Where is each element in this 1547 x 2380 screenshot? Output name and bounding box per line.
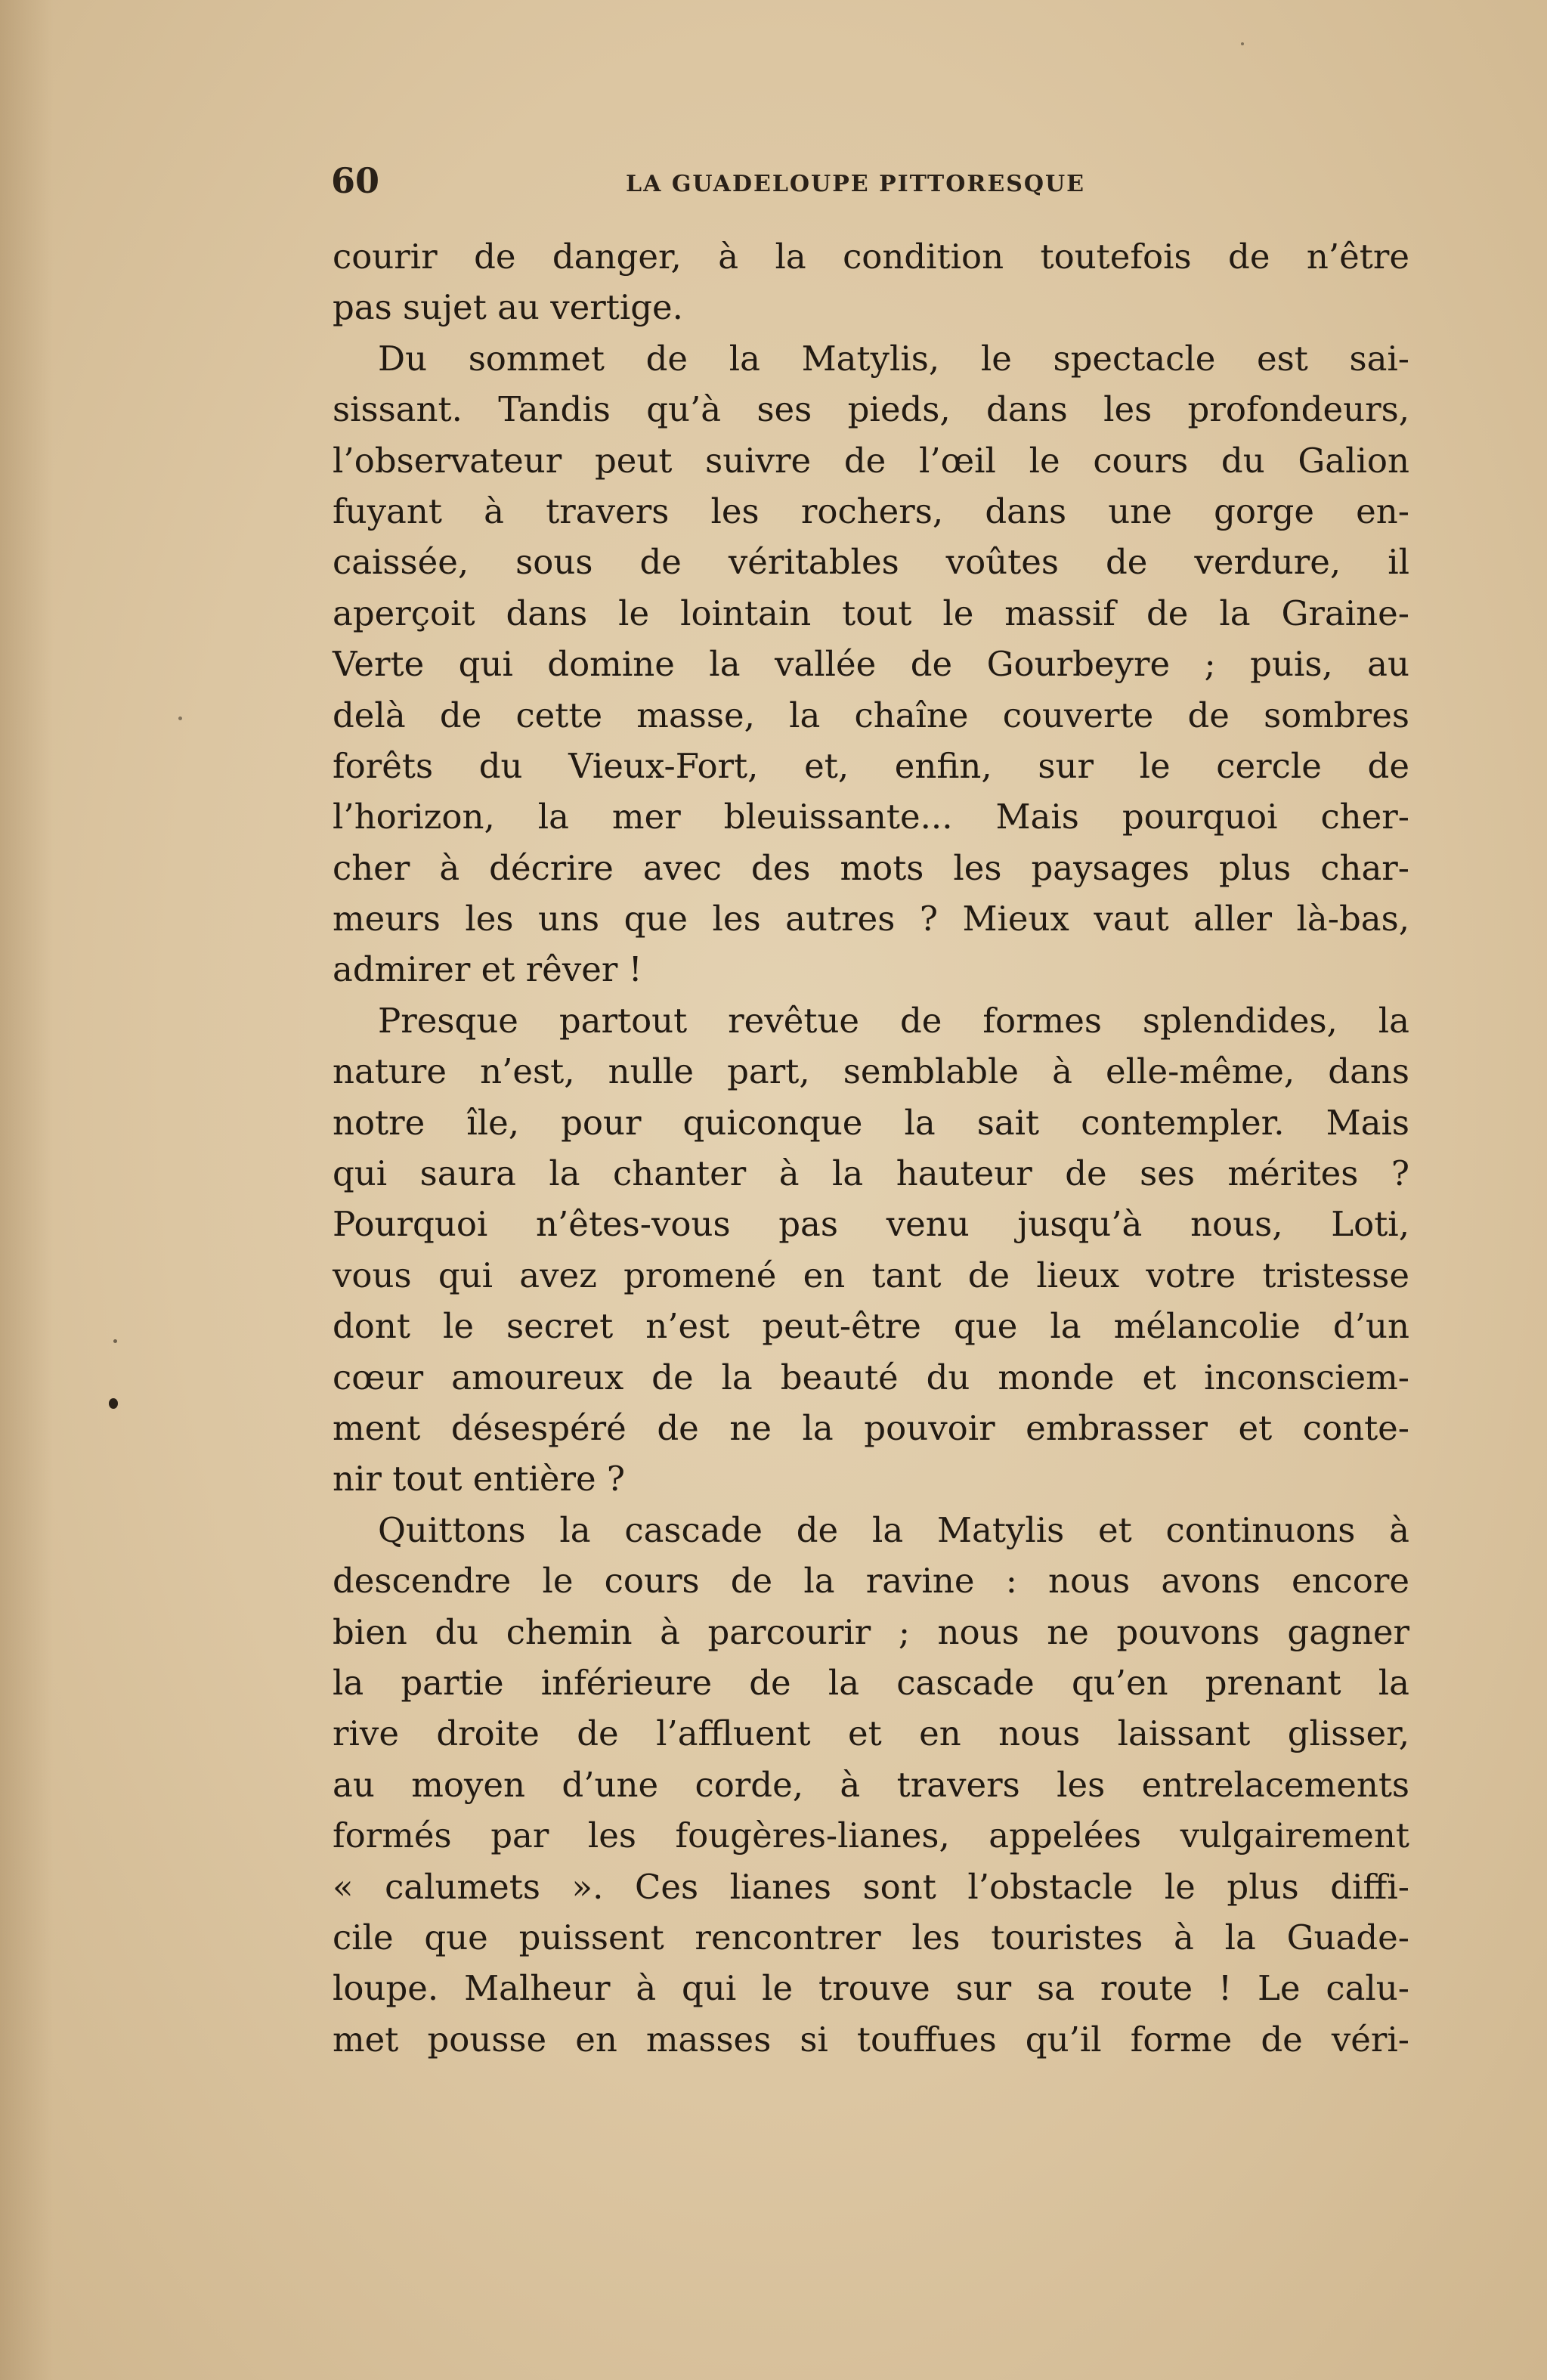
paper-speck bbox=[178, 716, 182, 720]
text-line: vous qui avez promené en tant de lieux votre tristesse bbox=[333, 1255, 1409, 1295]
text-line: nature n’est, nulle part, semblable à elle-même, dans bbox=[333, 1051, 1409, 1092]
text-line: ment désespéré de ne la pouvoir embrasser et conte- bbox=[333, 1407, 1409, 1448]
text-line: fuyant à travers les rochers, dans une gorge en- bbox=[333, 491, 1409, 531]
page-gutter-shadow bbox=[0, 0, 53, 2380]
text-line: meurs les uns que les autres ? Mieux vaut aller là-bas, bbox=[333, 899, 1409, 939]
text-line: cher à décrire avec des mots les paysages plus char- bbox=[333, 847, 1409, 888]
text-line: qui saura la chanter à la hauteur de ses mérites ? bbox=[333, 1153, 1409, 1194]
text-line: courir de danger, à la condition toutefois de n’être bbox=[333, 237, 1409, 277]
paper-speck bbox=[109, 1398, 118, 1409]
text-line: formés par les fougères-lianes, appelées vulgairement bbox=[333, 1815, 1409, 1856]
text-line: pas sujet au vertige. bbox=[333, 287, 683, 328]
text-line: aperçoit dans le lointain tout le massif de la Graine- bbox=[333, 593, 1409, 633]
text-line: loupe. Malheur à qui le trouve sur sa route ! Le calu- bbox=[333, 1968, 1409, 2009]
paper-speck bbox=[113, 1339, 117, 1343]
text-line: Pourquoi n’êtes-vous pas venu jusqu’à nous, Loti, bbox=[333, 1204, 1409, 1245]
text-line: rive droite de l’affluent et en nous laissant glisser, bbox=[333, 1713, 1409, 1754]
text-line: forêts du Vieux-Fort, et, enfin, sur le cercle de bbox=[333, 745, 1409, 786]
text-line: Quittons la cascade de la Matylis et continuons à bbox=[378, 1509, 1409, 1550]
text-line: dont le secret n’est peut-être que la mélancolie d’un bbox=[333, 1306, 1409, 1347]
text-line: delà de cette masse, la chaîne couverte de sombres bbox=[333, 695, 1409, 735]
text-line: sissant. Tandis qu’à ses pieds, dans les profondeurs, bbox=[333, 389, 1409, 430]
text-line: notre île, pour quiconque la sait contempler. Mais bbox=[333, 1102, 1409, 1143]
text-line: la partie inférieure de la cascade qu’en prenant la bbox=[333, 1662, 1409, 1703]
text-line: l’observateur peut suivre de l’œil le cours du Galion bbox=[333, 440, 1409, 481]
body-text bbox=[333, 231, 1409, 2065]
text-line: cœur amoureux de la beauté du monde et inconsciem- bbox=[333, 1357, 1409, 1397]
running-title: LA GUADELOUPE PITTORESQUE bbox=[626, 171, 1086, 197]
text-line: nir tout entière ? bbox=[333, 1459, 626, 1499]
text-line: descendre le cours de la ravine : nous avons encore bbox=[333, 1561, 1409, 1602]
page-header bbox=[331, 160, 1404, 206]
text-line: cile que puissent rencontrer les touristes à la Guade- bbox=[333, 1917, 1409, 1958]
text-line: au moyen d’une corde, à travers les entrelacements bbox=[333, 1764, 1409, 1805]
text-line: Presque partout revêtue de formes splendides, la bbox=[378, 1000, 1409, 1041]
text-line: l’horizon, la mer bleuissante... Mais pourquoi cher- bbox=[333, 797, 1409, 837]
text-line: admirer et rêver ! bbox=[333, 949, 642, 990]
text-line: bien du chemin à parcourir ; nous ne pouvons gagner bbox=[333, 1611, 1409, 1652]
text-line: « calumets ». Ces lianes sont l’obstacle le plus diffi- bbox=[333, 1866, 1409, 1907]
text-line: Verte qui domine la vallée de Gourbeyre ; puis, au bbox=[333, 644, 1409, 685]
text-line: met pousse en masses si touffues qu’il forme de véri- bbox=[333, 2019, 1409, 2060]
page-number: 60 bbox=[331, 160, 380, 201]
paper-speck bbox=[1241, 42, 1244, 45]
text-line: caissée, sous de véritables voûtes de verdure, il bbox=[333, 542, 1409, 583]
text-line: Du sommet de la Matylis, le spectacle est sai- bbox=[378, 338, 1409, 379]
